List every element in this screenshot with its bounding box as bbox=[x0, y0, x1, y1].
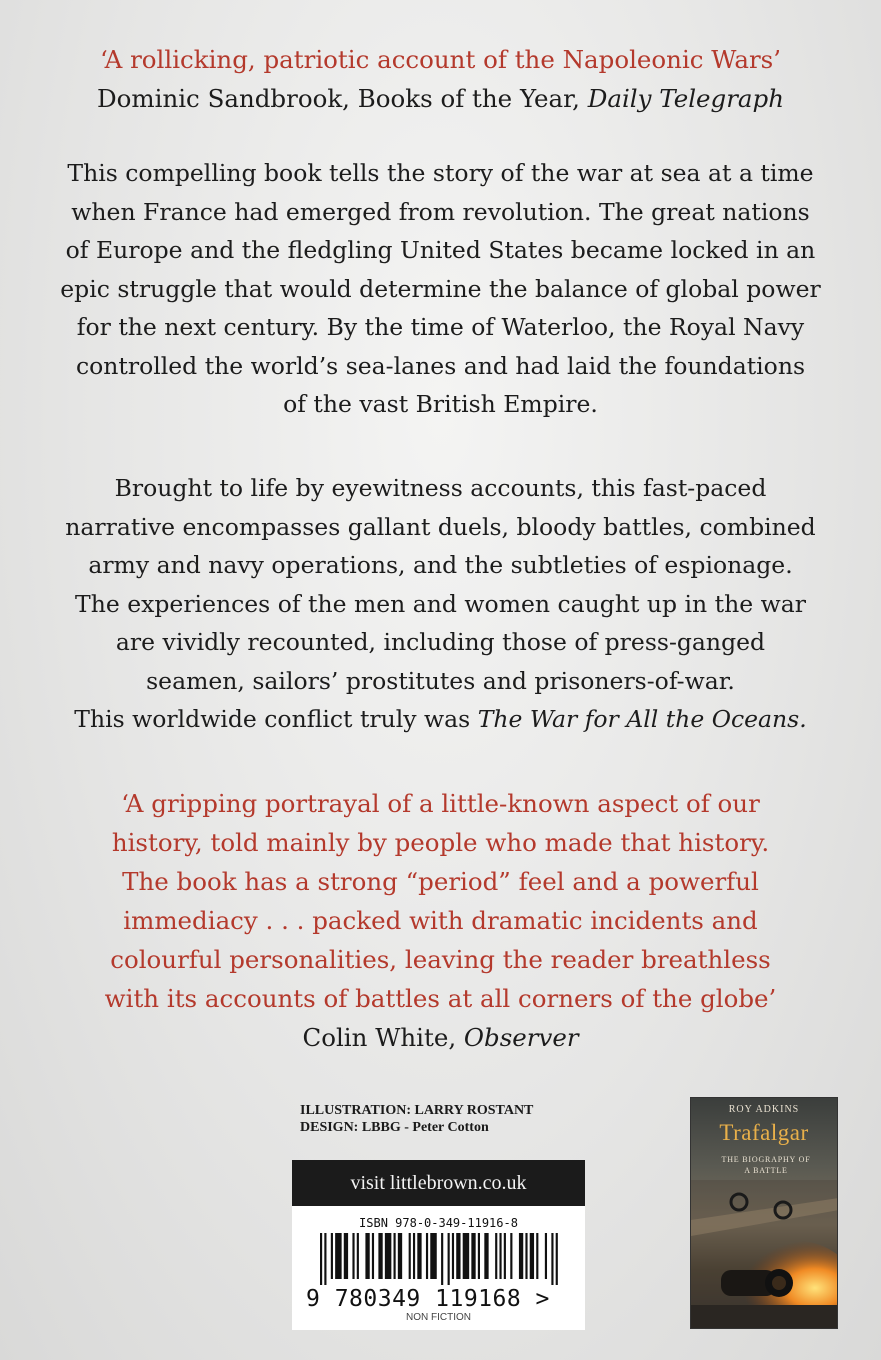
design-credit: DESIGN: LBBG - Peter Cotton bbox=[300, 1120, 489, 1135]
barcode-bar bbox=[556, 1233, 558, 1285]
barcode-bar bbox=[413, 1233, 415, 1279]
blurb-line: of the vast British Empire. bbox=[283, 390, 598, 418]
cover-credits bbox=[300, 1102, 600, 1136]
barcode-bar bbox=[519, 1233, 523, 1279]
blurb-line: of Europe and the fledgling United States became locked in an bbox=[65, 236, 816, 264]
bottom-review-quote bbox=[0, 784, 881, 1057]
book-title-italic: The War for All the Oceans. bbox=[477, 705, 807, 733]
barcode-bar bbox=[344, 1233, 348, 1279]
top-quote-text: ‘A rollicking, patriotic account of the Napoleonic Wars’ bbox=[99, 45, 782, 74]
blurb-line: Brought to life by eyewitness accounts, this fast-paced bbox=[114, 474, 767, 502]
blurb-line: narrative encompasses gallant duels, bloody battles, combined bbox=[65, 512, 816, 541]
barcode-bar bbox=[536, 1233, 538, 1279]
ean-digits: 9 780349 119168 > bbox=[306, 1286, 550, 1312]
barcode-bar bbox=[484, 1233, 488, 1279]
barcode-bar bbox=[320, 1233, 322, 1285]
blurb-paragraph-2 bbox=[0, 469, 881, 739]
barcode-bar bbox=[352, 1233, 354, 1279]
blurb-paragraph-1 bbox=[0, 154, 881, 424]
barcode-bar bbox=[471, 1233, 475, 1279]
quote-line: with its accounts of battles at all corners of the globe’ bbox=[104, 984, 777, 1013]
barcode-bar bbox=[430, 1233, 436, 1279]
barcode-bar bbox=[398, 1233, 402, 1279]
barcode-bar bbox=[452, 1233, 454, 1279]
barcode-bar bbox=[499, 1233, 501, 1279]
barcode-bar bbox=[504, 1233, 506, 1279]
blurb-line: This compelling book tells the story of the war at sea at a time bbox=[67, 159, 814, 187]
blurb-last-line-text: This worldwide conflict truly was bbox=[74, 705, 478, 733]
quote-line: The book has a strong “period” feel and a powerful bbox=[122, 867, 759, 896]
barcode-bar bbox=[409, 1233, 411, 1279]
bottom-quote-attribution-name: Colin White, bbox=[302, 1023, 464, 1052]
mini-cover-subtitle: THE BIOGRAPHY OF A BATTLE bbox=[721, 1155, 811, 1175]
barcode-bar bbox=[463, 1233, 469, 1279]
barcode-bar bbox=[478, 1233, 480, 1279]
quote-line: colourful personalities, leaving the reader breathless bbox=[110, 945, 771, 974]
illustration-credit: ILLUSTRATION: LARRY ROSTANT bbox=[300, 1103, 534, 1118]
barcode-bar bbox=[551, 1233, 553, 1285]
top-review-quote bbox=[0, 40, 881, 118]
top-quote-attribution-source: Daily Telegraph bbox=[587, 84, 785, 113]
blurb-line: controlled the world’s sea-lanes and had laid the foundations bbox=[75, 351, 806, 380]
blurb-line: for the next century. By the time of Waterloo, the Royal Navy bbox=[76, 313, 805, 341]
mini-cover-title: Trafalgar bbox=[719, 1120, 809, 1145]
barcode-bar bbox=[441, 1233, 443, 1285]
barcode-bar bbox=[335, 1233, 341, 1279]
barcode-bar bbox=[378, 1233, 382, 1279]
publisher-website-bar: visit littlebrown.co.uk bbox=[292, 1160, 585, 1206]
barcode-box bbox=[292, 1206, 585, 1330]
barcode-bar bbox=[525, 1233, 527, 1279]
top-quote-attribution bbox=[0, 79, 881, 118]
blurb-last-line bbox=[0, 700, 881, 739]
barcode-bar bbox=[372, 1233, 374, 1279]
barcode-bar bbox=[385, 1233, 391, 1279]
cannon-fire-illustration bbox=[691, 1180, 838, 1329]
blurb-line: army and navy operations, and the subtleties of espionage. bbox=[88, 551, 793, 579]
barcode-bars bbox=[320, 1233, 560, 1285]
barcode-bar bbox=[530, 1233, 534, 1279]
barcode-bar bbox=[510, 1233, 512, 1279]
quote-line: immediacy . . . packed with dramatic incidents and bbox=[123, 906, 758, 935]
quote-line: ‘A gripping portrayal of a little-known aspect of our bbox=[121, 789, 760, 818]
genre-label: NON FICTION bbox=[406, 1312, 471, 1323]
barcode-bar bbox=[331, 1233, 333, 1279]
barcode-bar bbox=[394, 1233, 396, 1279]
bottom-quote-attribution-source: Observer bbox=[463, 1023, 579, 1052]
blurb-line: epic struggle that would determine the balance of global power bbox=[60, 274, 821, 303]
barcode-bar bbox=[417, 1233, 421, 1279]
bottom-quote-attribution bbox=[0, 1018, 881, 1057]
blurb-line: The experiences of the men and women caught up in the war bbox=[75, 589, 806, 618]
barcode-bar bbox=[357, 1233, 359, 1279]
isbn-text: ISBN 978-0-349-11916-8 bbox=[359, 1216, 518, 1230]
barcode-bar bbox=[545, 1233, 547, 1279]
barcode-bar bbox=[448, 1233, 450, 1285]
top-quote-attribution-name: Dominic Sandbrook, Books of the Year, bbox=[96, 84, 588, 113]
barcode-bar bbox=[426, 1233, 428, 1279]
blurb-line: when France had emerged from revolution. The great nations bbox=[71, 197, 810, 226]
barcode-bar bbox=[324, 1233, 326, 1285]
barcode-bar bbox=[495, 1233, 497, 1279]
barcode-bar bbox=[456, 1233, 460, 1279]
quote-line: history, told mainly by people who made that history. bbox=[111, 828, 770, 857]
barcode-bar bbox=[365, 1233, 369, 1279]
mini-cover-author: ROY ADKINS bbox=[728, 1104, 800, 1115]
companion-book-cover bbox=[690, 1097, 838, 1329]
blurb-line: are vividly recounted, including those of press-ganged bbox=[115, 628, 766, 656]
blurb-line: seamen, sailors’ prostitutes and prisoners-of-war. bbox=[146, 666, 735, 695]
